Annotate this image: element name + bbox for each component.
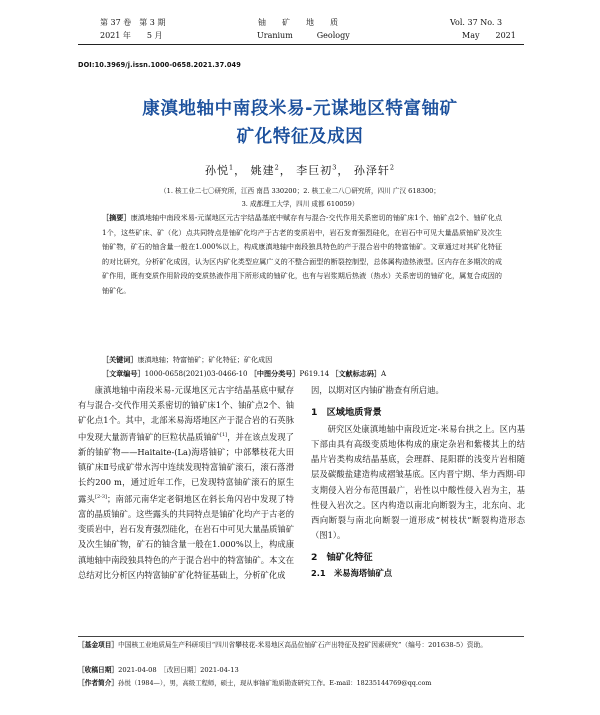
affiliation-line2: 3. 成都理工大学，四川 成都 610059） <box>241 200 359 208</box>
doc-code-label: ［文献标志码］ <box>331 369 382 378</box>
section-heading-2: 2 铀矿化特征 <box>311 551 373 563</box>
author-affil-mark: 2 <box>274 163 280 172</box>
affiliation-line1: （1. 核工业二七〇研究所，江西 南昌 330200；2. 核工业二八〇研究所，四川 广汉 618300； <box>160 187 440 195</box>
journal-title-en: Uranium Geology <box>257 31 350 40</box>
article-number: 1000-0658(2021)03-0466-10 <box>144 369 248 378</box>
author-name: 孙泽轩 <box>353 164 390 177</box>
intro-paragraph-end: ；南部元南华定老铜地区在斜长角闪岩中发现了特富的晶质铀矿。这些露头的共同特点是铀矿化均产于古老的变质岩中，岩石发育强烈硅化，在岩石中可见大量晶质铀矿及次生铀矿物，矿石的铀含量一般在1.000%以上，构成康滇地轴中南段独具特色的产于混合岩中的特富铀矿。本文在总结对比分析区内特富铀矿矿化特征基础上，分析矿化成 <box>78 494 294 580</box>
section-heading-1: 1 区域地质背景 <box>311 407 382 419</box>
volume-issue: 第 37 卷 第 3 期 <box>100 18 166 27</box>
author-affil-mark: 1 <box>228 163 235 172</box>
citation-ref[interactable]: [2-3] <box>95 494 107 501</box>
footnote-dates <box>78 665 524 677</box>
body-right-column <box>311 383 525 581</box>
author-name: 李巨初 <box>296 164 333 177</box>
author-affil-mark: 2 <box>389 163 396 172</box>
footnote-author-bio <box>78 678 524 690</box>
received-label: ［收稿日期］ <box>78 666 119 674</box>
author-bio-text: 孙悦（1984—），男，高级工程师，硕士，现从事铀矿地质勘查研究工作。E-mail：18235144769@qq.com <box>118 679 432 687</box>
doc-code: A <box>381 369 387 378</box>
author-name: 孙悦 <box>204 164 229 177</box>
classification-line <box>102 369 386 379</box>
subsection-heading-2-1: 2.1 米易海塔铀矿点 <box>311 568 393 579</box>
footnote-rule <box>78 636 524 637</box>
abstract-label: ［摘要］ <box>102 213 131 222</box>
citation-ref[interactable]: [1] <box>220 432 228 439</box>
intro-paragraph-cont: ，并在该点发现了新的铀矿物——Haitaite-(La)海塔铀矿；中部攀枝花大田镇矿床Ⅱ号成矿带水泻中连续发现特富铀矿滚石，滚石落滑长约200 m，通过近年工作，已发现特富铀矿滚石的原生露头 <box>78 432 294 505</box>
keywords-label: ［关键词］ <box>102 355 138 364</box>
author-affil-mark: 3 <box>332 163 338 172</box>
header-rule <box>78 44 524 45</box>
abstract-text: 康滇地轴中南段米易-元谋地区元古宇结晶基底中赋存有与混合-交代作用关系密切的铀矿床1个、铀矿点2个、铀矿化点1个，这些矿床、矿（化）点共同特点是铀矿化均产于古老的变质岩中，岩石发育强烈硅化，在岩石中可见大量晶质铀矿及次生铀矿物，矿石的铀含量一般在1.000%以上，构成康滇地轴中南段独具特色的产于混合岩中的特富铀矿。文章通过对其矿化特征的对比研究，分析矿化成因，认为区内矿化类型应属广义的不整合面型的断裂控制型，总体属构造热液型。区内存在多期次的成矿作用，既有变质作用阶段的变质热液作用下所形成的铀矿化，也有与岩浆期后热液（热水）关系密切的铀矿化，属复合成因的铀矿化。 <box>102 213 502 295</box>
author-name: 姚建 <box>250 164 275 177</box>
intro-paragraph: 康滇地轴中南段米易-元谋地区元古宇结晶基底中赋存有与混合-交代作用关系密切的铀矿床1个、铀矿点2个、铀矿化点1个。其中，北部米易海塔地区产于混合岩的石英脉中发现大量沥青铀矿的巨粒状晶质铀矿 <box>78 385 294 443</box>
funding-label: ［基金项目］ <box>78 641 119 649</box>
authors: 孙悦$^1$， 姚建$^2$， 李巨初$^3$， 孙泽轩$^2$ <box>204 163 396 177</box>
paper-title-line1: 康滇地轴中南段米易-元谋地区特富铀矿 <box>142 99 458 119</box>
paper-title-line2: 矿化特征及成因 <box>236 127 364 147</box>
section1-paragraph: 研究区处康滇地轴中南段近定-米易台拱之上。区内基下部由具有高级变质地体构成的康定杂岩和紫楼其上的结晶片岩类构成结晶基底，会理群、昆阳群的浅变片岩相随层及碳酸盐建造构成褶皱基底。区内晋宁期、华力西期-印支期侵入岩分布范围最广，岩性以中酸性侵入岩为主，基性侵入岩次之。区内构造以南北向断裂为主，北东向、北西向断裂与南北向断裂一道形成“树枝状”断裂构造形态（图1）。 <box>311 424 525 540</box>
journal-title-cn: 铀 矿 地 质 <box>258 18 338 27</box>
author-bio-label: ［作者简介］ <box>78 679 119 687</box>
dates-text: 2021-04-08 ［改回日期］2021-04-13 <box>118 666 239 674</box>
doi[interactable]: DOI:10.3969/j.issn.1000-0658.2021.37.049 <box>78 61 241 69</box>
intro-paragraph-tail: 因，以期对区内铀矿勘查有所启迪。 <box>311 385 444 395</box>
article-number-label: ［文章编号］ <box>102 369 145 378</box>
abstract <box>102 211 502 298</box>
clc-label: ［中图分类号］ <box>249 369 300 378</box>
body-left-column <box>78 383 294 583</box>
keywords-text: 康滇地轴；特富铀矿；矿化特征；矿化成因 <box>137 355 273 364</box>
year-month: 2021 年 5 月 <box>100 31 163 40</box>
funding-text: 中国核工业地质局生产科研项目“四川省攀枝花-米易地区高品位铀矿石产出特征及控矿因素研究”（编号：201638-5）资助。 <box>118 641 487 649</box>
vol-no-en: Vol. 37 No. 3 <box>450 18 503 27</box>
month-year-en: May 2021 <box>462 31 516 40</box>
keywords <box>102 355 272 365</box>
footnote-funding <box>78 640 524 652</box>
clc-number: P619.14 <box>299 369 330 378</box>
